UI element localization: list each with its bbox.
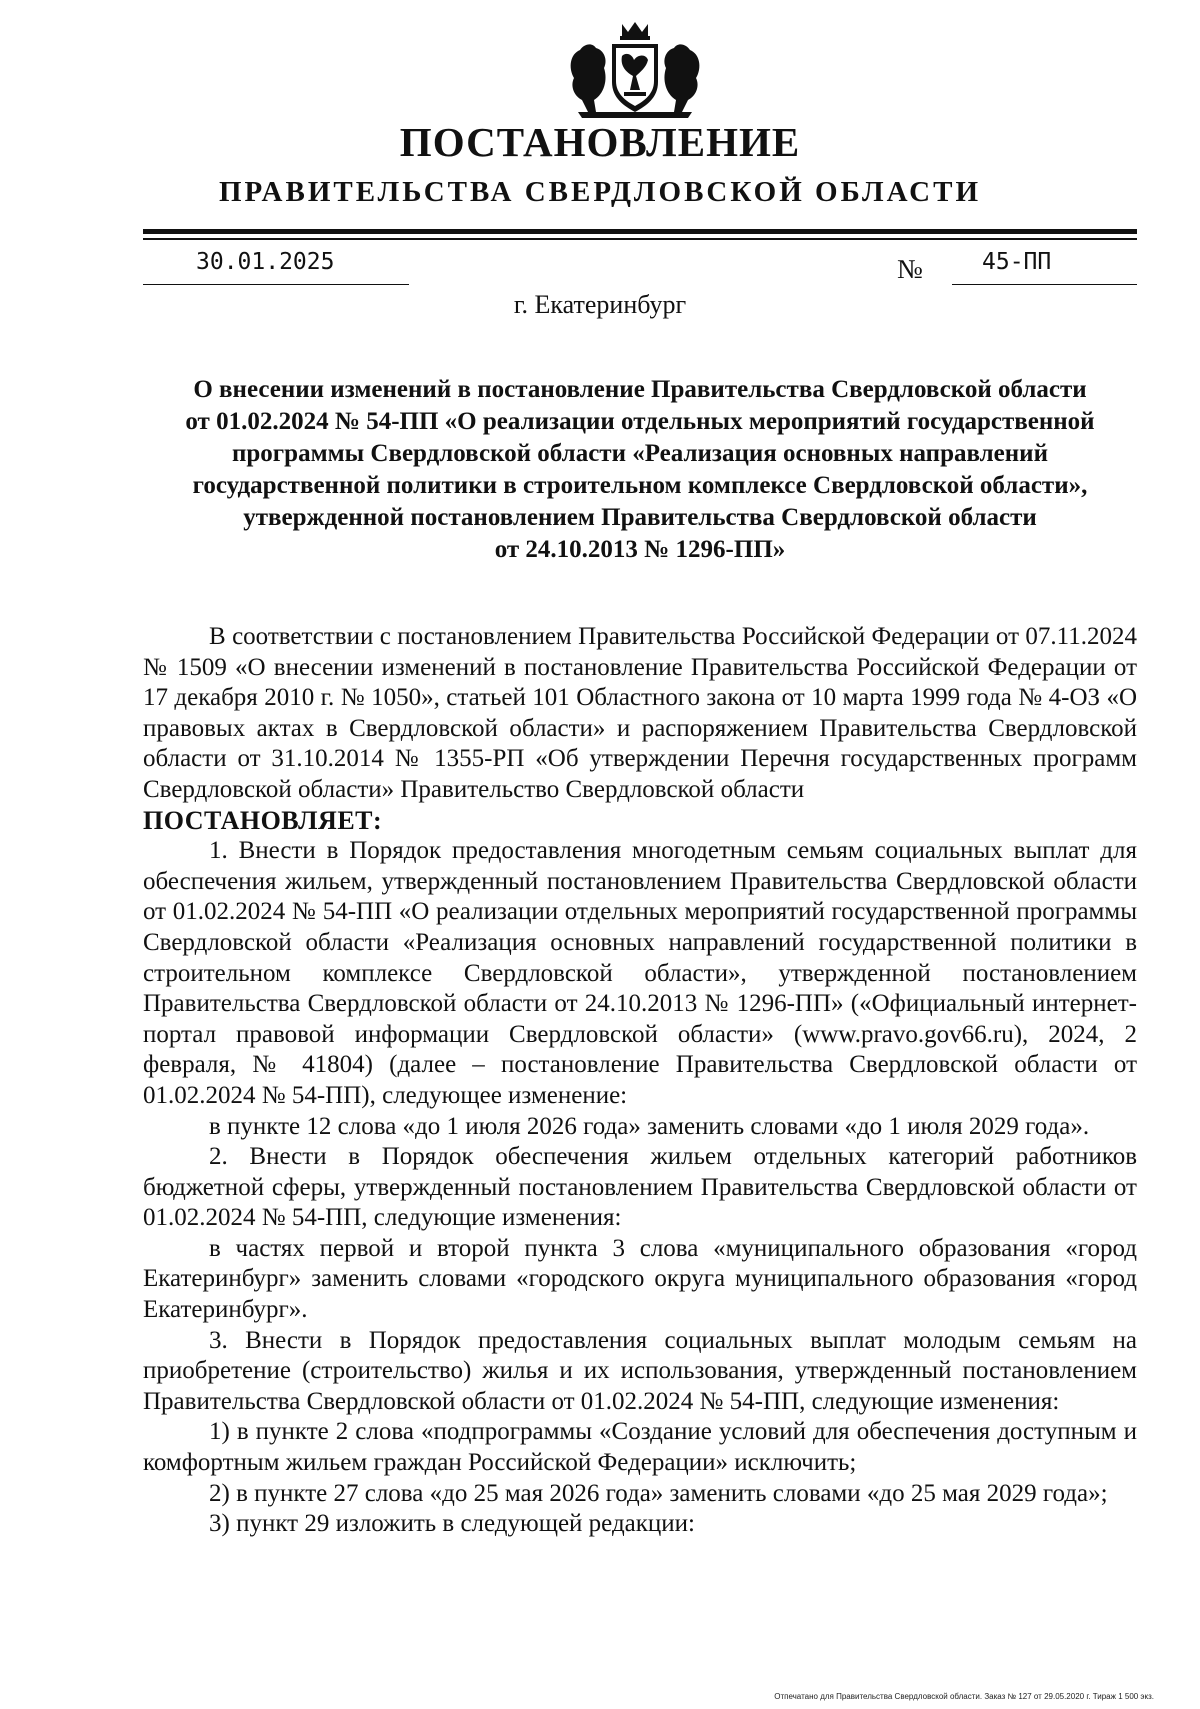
document-title: ПОСТАНОВЛЕНИЕ bbox=[399, 119, 801, 165]
body-paragraph: 2. Внести в Порядок обеспечения жильем отдельных категорий работников бюджетной сферы, утвержденный постановлением Правительства Свердловской области от 01.02.2024 № 54-ПП, следующие изменения: bbox=[143, 1143, 1137, 1232]
heading-line: от 24.10.2013 № 1296-ПП» bbox=[494, 536, 786, 563]
number-underline bbox=[952, 284, 1137, 285]
number-sign: № bbox=[897, 254, 923, 284]
document-number: 45-ПП bbox=[982, 249, 1052, 275]
body-paragraph: 3) пункт 29 изложить в следующей редакции: bbox=[209, 1510, 695, 1538]
heading-line: от 01.02.2024 № 54-ПП «О реализации отдельных мероприятий государственной bbox=[185, 408, 1095, 435]
document-subtitle: ПРАВИТЕЛЬСТВА СВЕРДЛОВСКОЙ ОБЛАСТИ bbox=[218, 176, 982, 208]
heading-line: О внесении изменений в постановление Правительства Свердловской области bbox=[193, 376, 1087, 403]
date-underline bbox=[143, 284, 409, 285]
header-divider-thin bbox=[143, 238, 1137, 240]
decree-word: ПОСТАНОВЛЯЕТ: bbox=[143, 805, 383, 835]
sverdlovsk-coat-of-arms-icon bbox=[560, 20, 710, 118]
body-paragraph: в пункте 12 слова «до 1 июля 2026 года» заменить словами «до 1 июля 2029 года». bbox=[209, 1112, 1090, 1140]
document-date: 30.01.2025 bbox=[196, 249, 335, 275]
print-footer: Отпечатано для Правительства Свердловской области. Заказ № 127 от 29.05.2020 г. Тираж 1 500 экз. bbox=[774, 1692, 1154, 1701]
body-paragraph: 3. Внести в Порядок предоставления социальных выплат молодым семьям на приобретение (строительство) жилья и их использования, утвержденный постановлением Правительства Свердловской области от 01.02.2024 № 54-ПП, следующие изменения: bbox=[143, 1326, 1137, 1415]
document-body bbox=[143, 622, 1137, 1540]
heading-line: государственной политики в строительном комплексе Свердловской области», bbox=[192, 472, 1088, 499]
body-paragraph: 1. Внести в Порядок предоставления многодетным семьям социальных выплат для обеспечения жильем, утвержденный постановлением Правительства Свердловской области от 01.02.2024 № 54-ПП «О реализации отдельных мероприятий государственной программы Свердловской области «Реализация основных направлений государственной политики в строительном комплексе Свердловской области», утвержденной постановлением Правительства Свердловской области от 24.10.2013 № 1296-ПП» («Официальный интернет-портал правовой информации Свердловской области» (www.pravo.gov66.ru), 2024, 2 февраля, № 41804) (далее – постановление Правительства Свердловской области от 01.02.2024 № 54-ПП), следующее изменение: bbox=[143, 837, 1137, 1109]
body-paragraph: 1) в пункте 2 слова «подпрограммы «Создание условий для обеспечения доступным и комфортным жильем граждан Российской Федерации» исключить; bbox=[143, 1418, 1137, 1477]
header-divider-thick bbox=[143, 229, 1137, 234]
preamble-paragraph: В соответствии с постановлением Правительства Российской Федерации от 07.11.2024 № 1509 «О внесении изменений в постановление Правительства Российской Федерации от 17 декабря 2010 г. № 1050», статьей 101 Областного закона от 10 марта 1999 года № 4-ОЗ «О правовых актах в Свердловской области» и распоряжением Правительства Свердловской области от 31.10.2014 № 1355-РП «Об утверждении Перечня государственных программ Свердловской области» Правительство Свердловской области bbox=[143, 623, 1137, 803]
body-paragraph: в частях первой и второй пункта 3 слова «муниципального образования «город Екатеринбург» заменить словами «городского округа муниципального образования «город Екатеринбург». bbox=[143, 1234, 1137, 1324]
heading-line: программы Свердловской области «Реализация основных направлений bbox=[232, 440, 1048, 467]
document-city: г. Екатеринбург bbox=[513, 290, 687, 319]
heading-line: утвержденной постановлением Правительства Свердловской области bbox=[243, 504, 1037, 531]
document-heading bbox=[143, 374, 1137, 566]
body-paragraph: 2) в пункте 27 слова «до 25 мая 2026 года» заменить словами «до 25 мая 2029 года»; bbox=[209, 1479, 1108, 1507]
